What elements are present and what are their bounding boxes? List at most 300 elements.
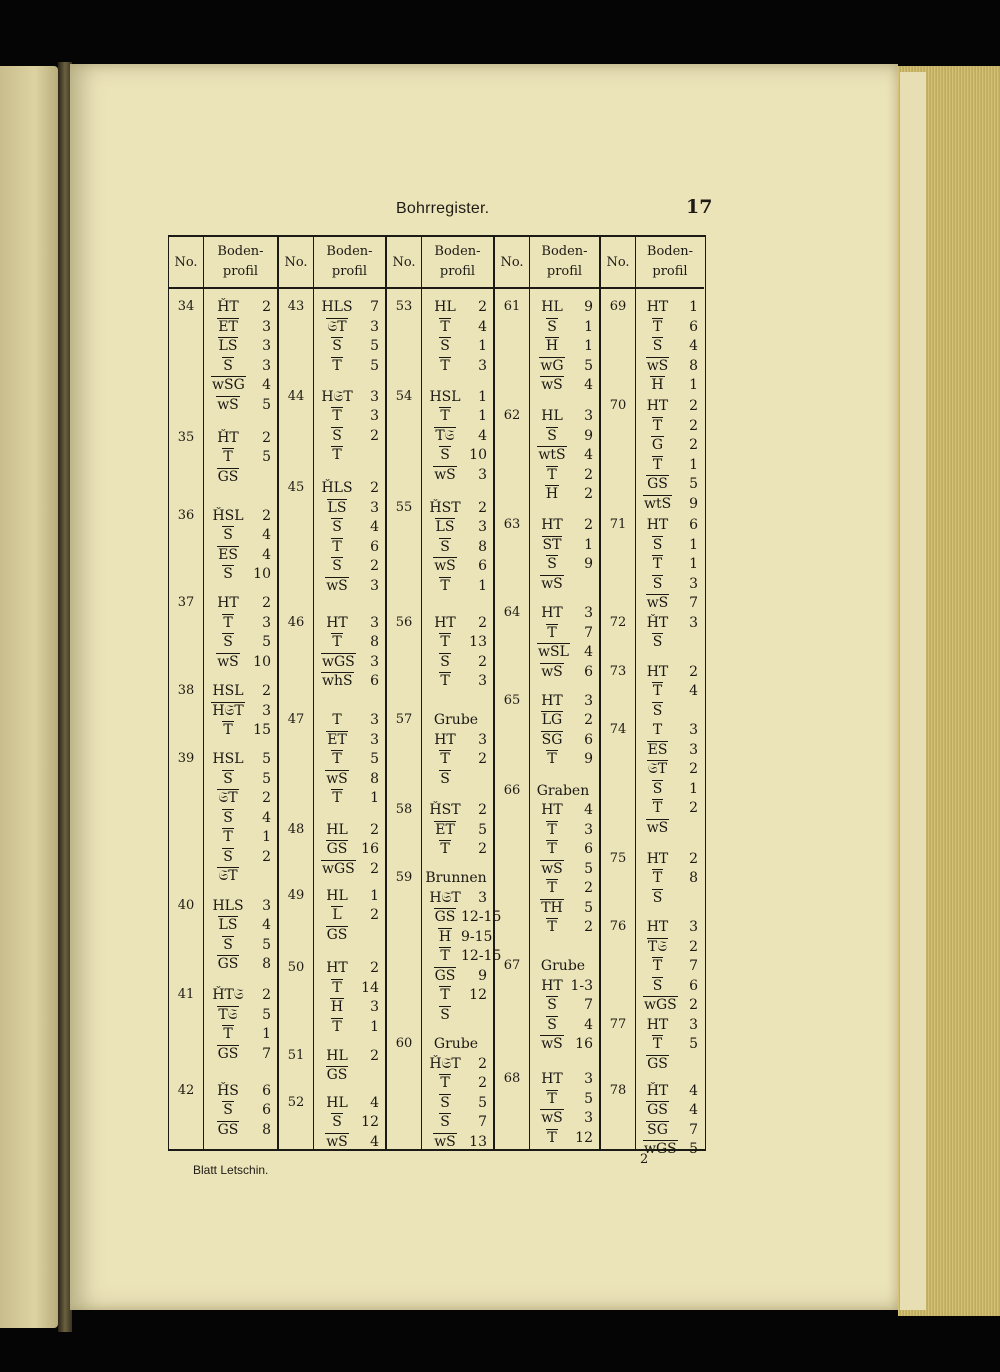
soil-profile: [317, 614, 379, 692]
page-number: 17: [686, 196, 713, 218]
layer-symbol: T: [440, 357, 450, 374]
layer-thickness: 1: [689, 377, 698, 393]
layer-symbol-cell: [643, 633, 672, 652]
layer-symbol: HT: [541, 692, 563, 709]
layer-thickness: 4: [584, 377, 593, 393]
layer-symbol: ET: [327, 731, 347, 748]
layer-thickness: 6: [262, 1082, 271, 1099]
layer-thickness: 5: [262, 396, 271, 413]
layer-symbol: HL: [326, 821, 348, 838]
soil-layer: [639, 996, 698, 1016]
soil-layer: [317, 446, 379, 466]
header-profile-line: Boden-: [217, 244, 264, 259]
layer-thickness: 3: [370, 388, 379, 405]
layer-thickness: 2: [478, 614, 487, 631]
soil-layer: [207, 1045, 271, 1065]
layer-thickness: 2: [262, 429, 271, 446]
layer-symbol: S: [652, 977, 663, 994]
layer-symbol-cell: [321, 577, 353, 596]
layer-symbol: S: [440, 338, 450, 354]
layer-symbol: T𝔖: [218, 1006, 238, 1023]
layer-thickness: 2: [478, 299, 487, 315]
layer-thickness: 2: [478, 1075, 487, 1092]
soil-profile: [533, 782, 593, 938]
soil-layer: [533, 977, 593, 997]
soil-layer: [425, 357, 487, 377]
soil-layer: [207, 1025, 271, 1045]
layer-symbol-cell: [321, 672, 353, 691]
layer-thickness: 2: [370, 1047, 379, 1064]
layer-thickness: 5: [584, 899, 593, 916]
soil-layer: [425, 466, 487, 486]
layer-symbol: HT: [541, 977, 563, 994]
layer-symbol: GS: [434, 909, 456, 926]
soil-profile: [639, 721, 698, 838]
layer-thickness: 4: [584, 1016, 593, 1033]
soil-layer: [533, 821, 593, 841]
boring-number: 36: [177, 507, 195, 523]
layer-symbol-cell: [211, 633, 245, 652]
layer-symbol-cell: [643, 1016, 672, 1035]
layer-thickness: 2: [370, 480, 379, 497]
soil-layer: [533, 407, 593, 427]
soil-layer: [425, 337, 487, 357]
soil-layer: [425, 427, 487, 447]
layer-thickness: 7: [584, 624, 593, 641]
soil-layer: [317, 1133, 379, 1153]
layer-symbol: T: [652, 456, 663, 473]
layer-thickness: 6: [584, 731, 593, 748]
soil-layer: [639, 594, 698, 614]
column-header: [601, 237, 704, 289]
layer-symbol: T: [652, 800, 663, 817]
layer-thickness: 2: [370, 427, 379, 444]
layer-thickness: 3: [689, 919, 698, 936]
soil-layer: [639, 397, 698, 417]
layer-symbol: wS: [541, 1110, 563, 1127]
soil-layer: [317, 1113, 379, 1133]
soil-layer: [317, 979, 379, 999]
soil-layer: [639, 850, 698, 870]
layer-symbol-cell: [211, 955, 245, 974]
layer-thickness: 6: [584, 841, 593, 858]
layer-thickness: 1: [370, 1018, 379, 1035]
layer-symbol: H: [651, 377, 664, 393]
layer-symbol-cell: [643, 516, 672, 535]
layer-symbol-cell: [321, 427, 353, 446]
layer-thickness: 2: [262, 683, 271, 700]
layer-thickness: 3: [478, 889, 487, 906]
soil-layer: [317, 518, 379, 538]
layer-symbol-cell: [211, 1025, 245, 1044]
layer-thickness: 5: [262, 936, 271, 953]
soil-layer: [425, 446, 487, 466]
boring-number: 65: [503, 692, 521, 708]
layer-symbol: wS: [326, 1133, 348, 1150]
layer-symbol-cell: [211, 298, 245, 317]
soil-layer: [317, 298, 379, 318]
soil-layer: [207, 429, 271, 449]
layer-symbol-cell: [643, 417, 672, 436]
boring-number: 63: [503, 517, 521, 533]
layer-symbol-cell: [537, 575, 567, 594]
layer-symbol-cell: [643, 495, 672, 514]
header-soil-profile: [314, 237, 385, 287]
layer-symbol-cell: [321, 499, 353, 518]
layer-thickness: 8: [478, 538, 487, 555]
layer-symbol-cell: [211, 916, 245, 935]
column-body: [169, 287, 277, 1149]
layer-symbol: S: [547, 556, 557, 573]
layer-symbol-cell: [211, 897, 245, 916]
soil-layer: [533, 485, 593, 505]
layer-symbol-cell: [429, 427, 461, 446]
soil-layer: [317, 388, 379, 408]
layer-symbol-cell: [537, 750, 567, 769]
layer-thickness: 13: [469, 634, 487, 651]
layer-thickness: 3: [370, 999, 379, 1016]
layer-symbol: HL: [326, 1047, 348, 1064]
header-profile-line: Boden-: [541, 244, 588, 259]
soil-layer: [639, 575, 698, 595]
soil-layer: [639, 337, 698, 357]
soil-layer: [207, 702, 271, 722]
sheet-name: Blatt Letschin.: [193, 1163, 269, 1177]
layer-symbol: S: [547, 997, 557, 1014]
soil-layer: [425, 672, 487, 692]
soil-layer: [425, 928, 493, 948]
soil-layer: [425, 986, 487, 1006]
layer-thickness: 3: [370, 499, 379, 516]
layer-symbol-cell: [643, 298, 672, 317]
soil-layer: [317, 557, 379, 577]
layer-thickness: 2: [689, 417, 698, 434]
soil-profile: [317, 1047, 379, 1086]
layer-symbol-cell: [429, 731, 461, 750]
layer-symbol: T: [652, 318, 663, 335]
layer-thickness: 3: [689, 614, 698, 631]
layer-thickness: 3: [478, 466, 487, 483]
layer-symbol: S: [547, 318, 557, 335]
layer-symbol: H𝔖T: [321, 388, 353, 405]
layer-symbol: T: [652, 870, 663, 887]
layer-symbol: T𝔖: [647, 938, 668, 955]
soil-layer: [533, 731, 593, 751]
layer-thickness: 1: [478, 577, 487, 594]
soil-layer: [639, 977, 698, 997]
layer-symbol-cell: [643, 1035, 672, 1054]
layer-symbol-cell: [643, 682, 672, 701]
layer-thickness: 2: [584, 880, 593, 897]
soil-layer: [207, 614, 271, 634]
layer-thickness: 9: [478, 967, 487, 984]
soil-layer: [639, 357, 698, 377]
layer-symbol-cell: [537, 555, 567, 574]
layer-symbol-cell: [537, 376, 567, 395]
soil-layer: [207, 867, 271, 887]
layer-symbol-cell: [211, 1101, 245, 1120]
boring-number: 59: [395, 870, 413, 886]
soil-layer: [425, 538, 487, 558]
layer-symbol: wS: [541, 1036, 563, 1053]
soil-layer: [207, 770, 271, 790]
layer-thickness: 3: [262, 338, 271, 354]
soil-layer: [533, 663, 593, 683]
layer-thickness: 2: [584, 486, 593, 503]
soil-layer: [317, 959, 379, 979]
layer-symbol: ȞS: [217, 1082, 239, 1099]
layer-symbol: HT: [646, 663, 669, 680]
soil-layer: [425, 840, 487, 860]
soil-layer: [639, 555, 698, 575]
layer-symbol-cell: [643, 889, 672, 908]
layer-symbol: Ȟ𝔖T: [429, 1055, 461, 1072]
layer-thickness: 7: [689, 1121, 698, 1138]
soil-layer: [207, 653, 271, 673]
layer-symbol-cell: [321, 770, 353, 789]
soil-layer: [639, 1016, 698, 1036]
layer-symbol-cell: [211, 986, 245, 1005]
layer-thickness: 7: [370, 299, 379, 315]
layer-thickness: 3: [478, 673, 487, 690]
soil-profile: [425, 388, 487, 486]
layer-thickness: 5: [370, 357, 379, 374]
layer-symbol-cell: [321, 840, 353, 859]
column-body: [279, 287, 385, 1149]
boring-number: 48: [287, 821, 305, 837]
column-group: [387, 237, 502, 1150]
layer-symbol: T: [440, 577, 450, 594]
soil-layer: [639, 376, 698, 396]
layer-symbol: 𝔖T: [647, 761, 668, 778]
layer-symbol-cell: [643, 456, 672, 475]
layer-symbol-cell: [429, 1113, 461, 1132]
boring-number: 62: [503, 408, 521, 424]
soil-layer: [207, 507, 271, 527]
layer-symbol: wS: [541, 575, 563, 592]
layer-symbol: S: [440, 1006, 450, 1023]
layer-symbol-cell: [211, 526, 245, 545]
soil-layer: [317, 577, 379, 597]
soil-layer: [317, 479, 379, 499]
layer-thickness: 5: [478, 1094, 487, 1111]
layer-thickness: 2: [262, 507, 271, 524]
layer-symbol: S: [332, 1114, 342, 1131]
layer-thickness: 7: [478, 1114, 487, 1131]
layer-symbol-cell: [429, 337, 461, 356]
boring-number: 73: [609, 663, 627, 679]
soil-layer: [425, 298, 487, 318]
layer-thickness: 2: [478, 802, 487, 819]
soil-layer: [207, 936, 271, 956]
soil-profile: [207, 594, 271, 672]
soil-layer: [533, 1035, 593, 1055]
layer-symbol: wG: [540, 357, 564, 374]
layer-symbol-cell: [643, 536, 672, 555]
layer-thickness: 3: [370, 408, 379, 425]
layer-symbol: wSG: [212, 377, 245, 393]
layer-thickness: 6: [478, 558, 487, 575]
layer-symbol: GS: [217, 956, 239, 973]
layer-thickness: 3: [370, 731, 379, 748]
layer-symbol-cell: [211, 848, 245, 867]
layer-symbol-cell: [429, 633, 461, 652]
soil-layer: [533, 860, 593, 880]
layer-symbol: T: [223, 722, 233, 739]
boring-number: 76: [609, 919, 627, 935]
layer-symbol-cell: [429, 318, 461, 337]
layer-symbol: S: [440, 1114, 450, 1131]
layer-thickness: 1: [689, 556, 698, 573]
layer-symbol: S: [223, 848, 233, 865]
layer-symbol-cell: [537, 731, 567, 750]
soil-layer: [533, 357, 593, 377]
layer-symbol-cell: [321, 789, 353, 808]
layer-symbol-cell: [537, 337, 567, 356]
layer-symbol-cell: [211, 1082, 245, 1101]
layer-symbol-cell: [211, 721, 245, 740]
soil-layer: [639, 516, 698, 536]
soil-layer: [533, 298, 593, 318]
header-number: No.: [495, 237, 530, 287]
layer-symbol-cell: [429, 407, 461, 426]
soil-layer: [533, 427, 593, 447]
boring-number: 50: [287, 960, 305, 976]
layer-symbol: S: [652, 634, 663, 651]
soil-profile: [425, 298, 487, 376]
layer-symbol-cell: [643, 799, 672, 818]
boring-number: 64: [503, 605, 521, 621]
layer-symbol: T: [547, 624, 557, 641]
layer-symbol-cell: [211, 337, 245, 356]
soil-layer: [207, 337, 271, 357]
layer-symbol-cell: [537, 821, 567, 840]
soil-layer: [639, 318, 698, 338]
layer-symbol: G: [651, 437, 664, 454]
boring-number: 68: [503, 1071, 521, 1087]
layer-symbol-cell: [643, 741, 672, 760]
layer-thickness: 4: [478, 427, 487, 444]
layer-symbol-cell: [429, 986, 461, 1005]
layer-symbol-cell: [429, 928, 461, 947]
layer-symbol: S: [223, 566, 233, 583]
soil-layer: [425, 1133, 487, 1153]
layer-thickness: 2: [689, 437, 698, 454]
layer-symbol: S: [223, 357, 233, 374]
header-profile-line: profil: [331, 264, 368, 279]
boring-number: 47: [287, 712, 305, 728]
layer-symbol-cell: [643, 1082, 672, 1101]
soil-profile: [533, 407, 593, 505]
layer-thickness: 1: [262, 1026, 271, 1043]
layer-symbol-cell: [211, 565, 245, 584]
layer-symbol: S: [652, 338, 663, 354]
soil-layer: [207, 848, 271, 868]
soil-layer: [639, 799, 698, 819]
boring-number: 37: [177, 595, 195, 611]
soil-layer: [317, 318, 379, 338]
layer-thickness: 3: [584, 1071, 593, 1088]
header-soil-profile: [204, 237, 277, 287]
header-profile-line: profil: [546, 264, 583, 279]
layer-thickness: 2: [370, 558, 379, 575]
layer-symbol: 𝔖T: [218, 790, 238, 807]
soil-layer: [317, 499, 379, 519]
layer-symbol: ES: [218, 546, 238, 563]
facing-page-edge: [0, 66, 58, 1328]
soil-profile: [639, 918, 698, 1016]
layer-thickness: 2: [584, 919, 593, 936]
layer-thickness: 9: [584, 299, 593, 315]
layer-symbol: S: [223, 809, 233, 826]
layer-symbol-cell: [643, 397, 672, 416]
layer-symbol-cell: [211, 429, 245, 448]
layer-thickness: 3: [689, 575, 698, 592]
boring-number: 35: [177, 429, 195, 445]
layer-thickness: 12-15: [461, 948, 502, 965]
layer-thickness: 1: [584, 338, 593, 354]
layer-thickness: 6: [262, 1102, 271, 1119]
layer-thickness: 4: [262, 377, 271, 393]
soil-layer: [317, 711, 379, 731]
layer-symbol-cell: [537, 485, 567, 504]
layer-symbol: HSL: [212, 683, 244, 700]
layer-thickness: 3: [370, 653, 379, 670]
location-note: Brunnen: [425, 870, 487, 887]
layer-thickness: 3: [370, 614, 379, 631]
layer-symbol: wtS: [538, 447, 566, 464]
layer-symbol-cell: [211, 867, 245, 886]
layer-symbol: HT: [326, 614, 348, 631]
layer-symbol: T: [547, 880, 557, 897]
layer-symbol: T: [547, 1090, 557, 1107]
layer-thickness: 6: [689, 977, 698, 994]
soil-layer: [317, 538, 379, 558]
layer-thickness: 8: [689, 357, 698, 374]
boring-number: 69: [609, 299, 627, 314]
boring-number: 53: [395, 299, 413, 314]
layer-symbol: HT: [326, 960, 348, 977]
layer-symbol: T: [652, 1036, 663, 1053]
soil-layer: [317, 614, 379, 634]
layer-symbol: ȞST: [429, 802, 461, 819]
soil-layer: [533, 575, 593, 595]
layer-thickness: 3: [262, 897, 271, 914]
layer-symbol: HT: [541, 802, 563, 819]
soil-profile: [207, 986, 271, 1064]
layer-symbol: wGS: [322, 860, 355, 877]
layer-symbol-cell: [537, 536, 567, 555]
layer-symbol: T: [223, 614, 233, 631]
layer-symbol: HLS: [212, 897, 244, 914]
layer-symbol: S: [652, 889, 663, 906]
layer-symbol: T: [652, 958, 663, 975]
header-number: No.: [279, 237, 314, 287]
layer-symbol-cell: [211, 594, 245, 613]
layer-symbol: T: [440, 318, 450, 335]
layer-thickness: 12: [469, 987, 487, 1004]
layer-symbol: S: [547, 1016, 557, 1033]
printer-signature: 2: [640, 1152, 649, 1167]
layer-thickness: 12: [575, 1129, 593, 1146]
soil-profile: [317, 298, 379, 376]
layer-symbol-cell: [321, 959, 353, 978]
layer-symbol: HLS: [321, 299, 353, 315]
layer-symbol-cell: [537, 977, 567, 996]
layer-symbol: S: [440, 1094, 450, 1111]
layer-symbol: T: [440, 987, 450, 1004]
soil-profile: [207, 750, 271, 887]
